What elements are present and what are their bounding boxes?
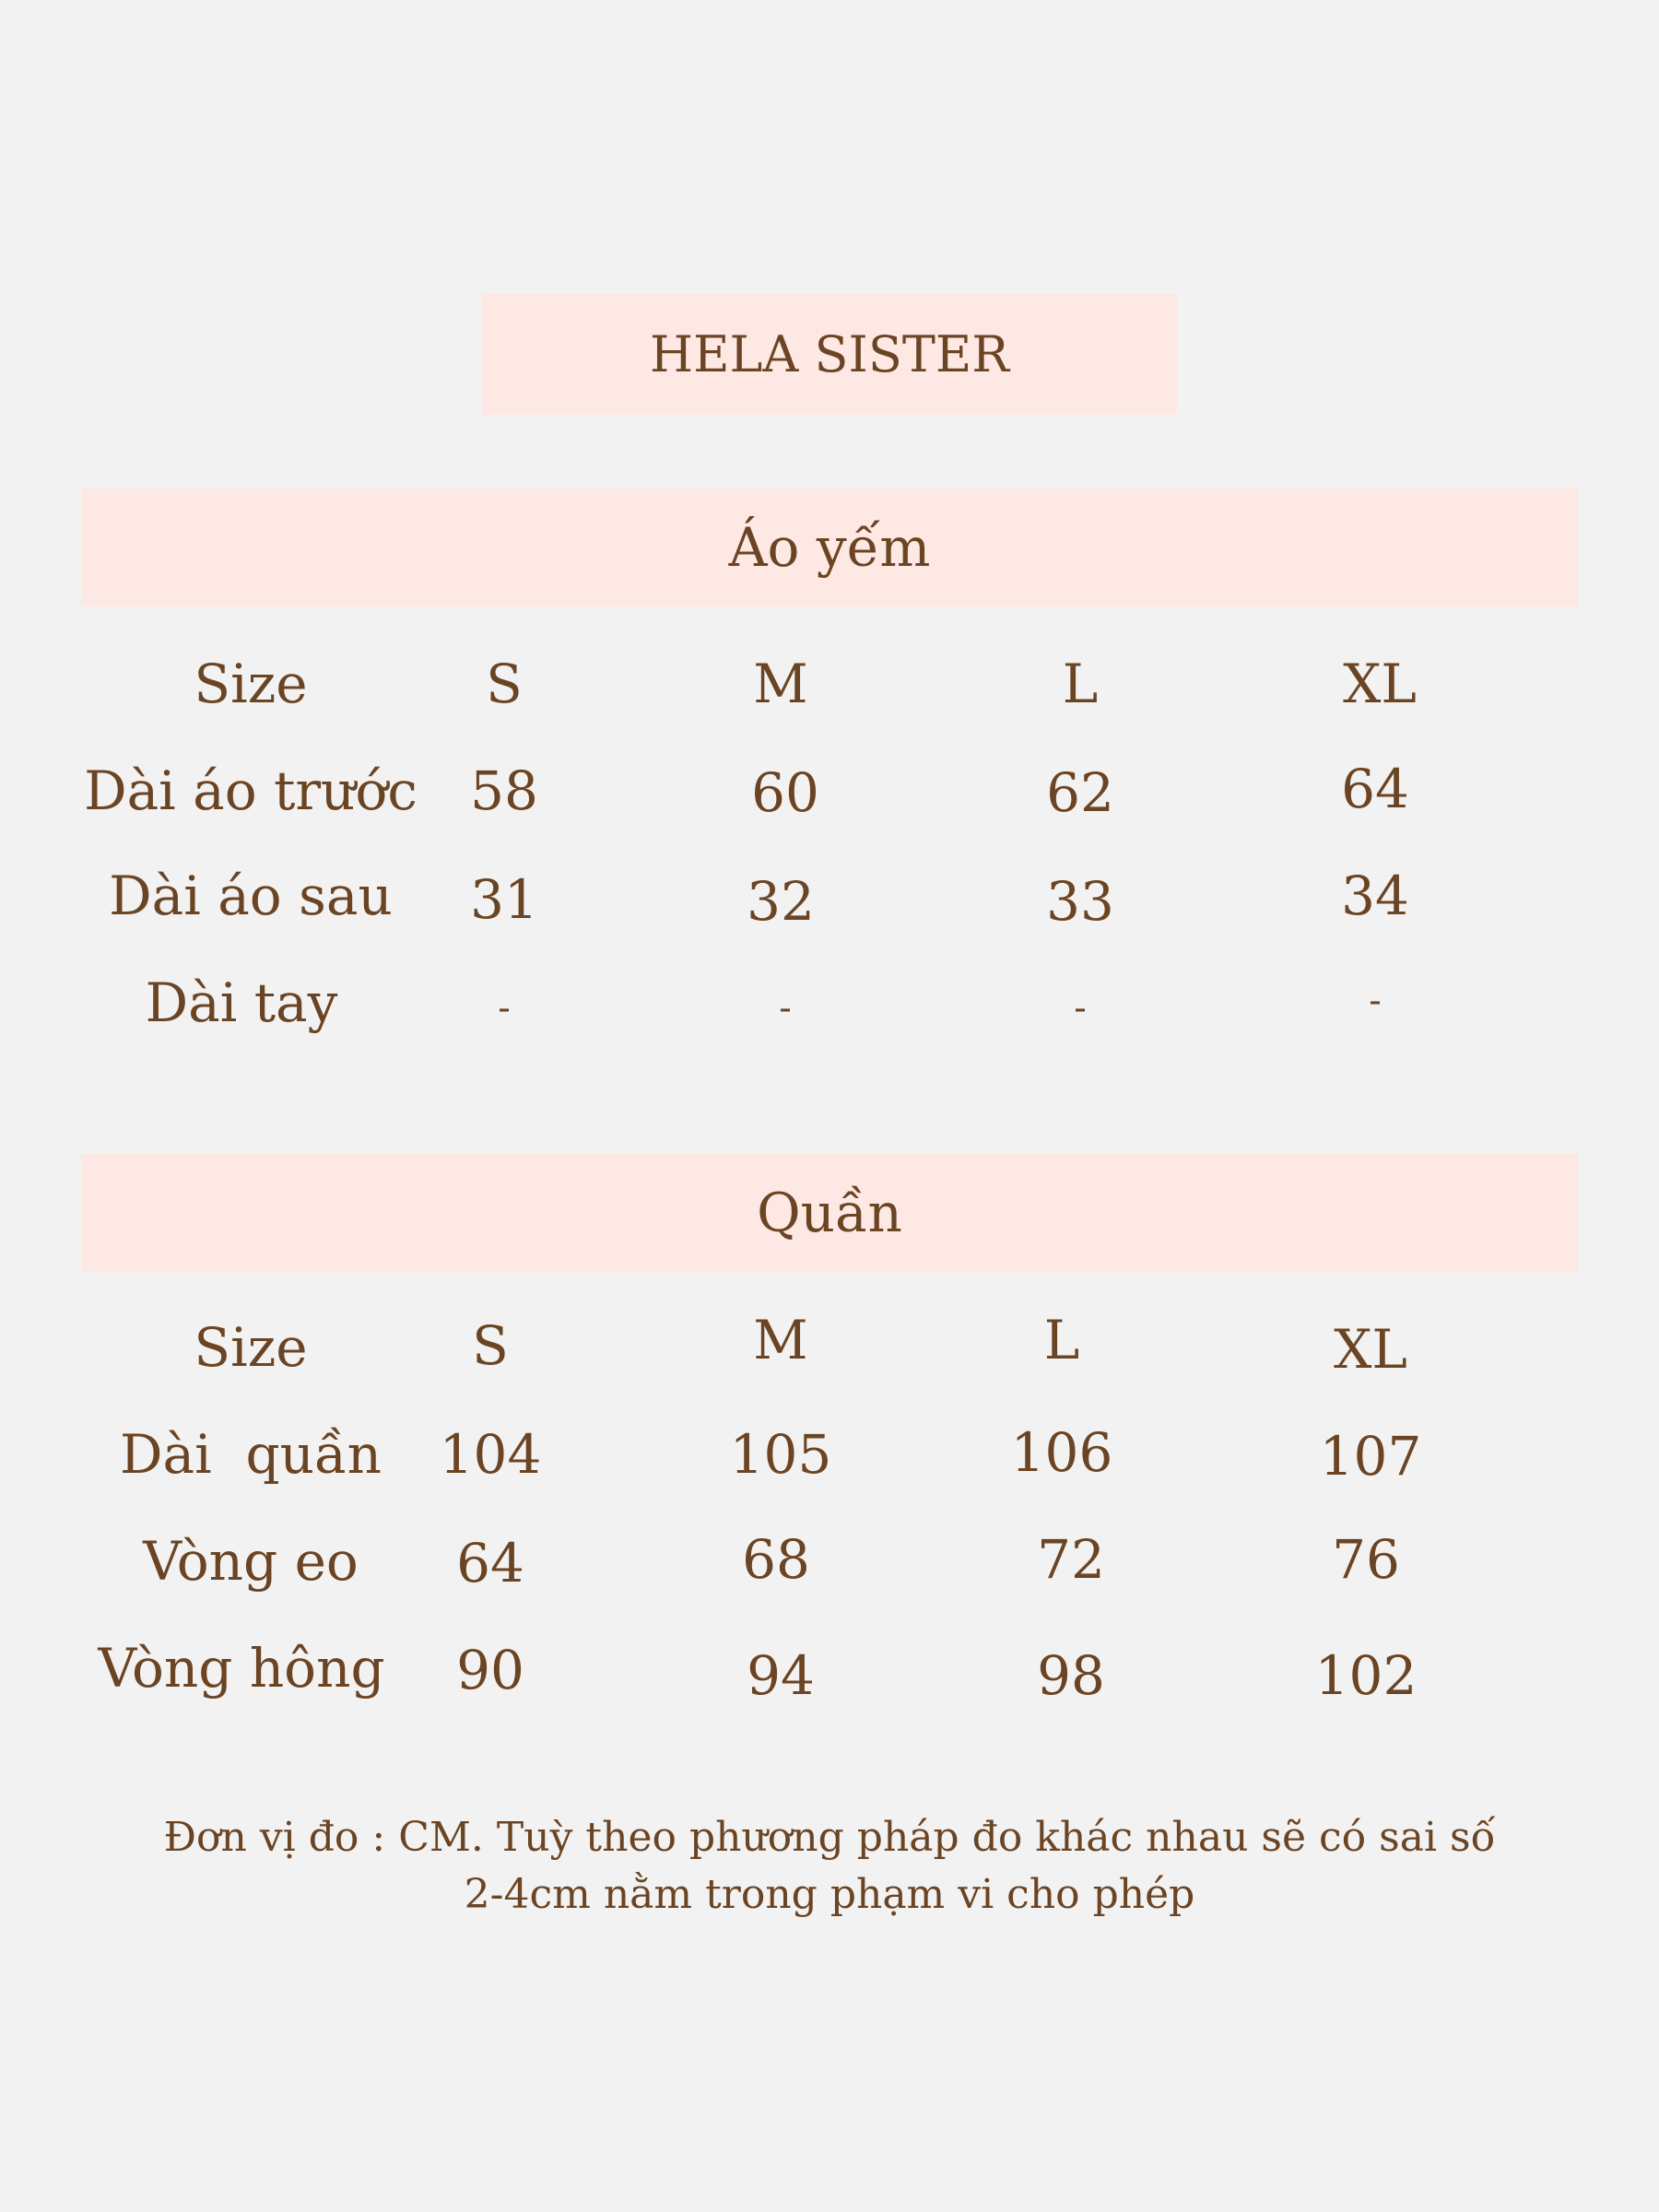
row-label: Dài tay	[145, 971, 338, 1034]
table-cell: 102	[1314, 1644, 1418, 1707]
table-cell: 90	[456, 1639, 524, 1701]
table-cell: 104	[439, 1423, 542, 1486]
section-title-ao-yem: Áo yếm	[81, 488, 1578, 606]
table-cell: 68	[742, 1528, 810, 1591]
table-cell: 72	[1037, 1528, 1105, 1591]
header-xl: XL	[1334, 1318, 1407, 1381]
table-cell: 98	[1037, 1644, 1105, 1707]
table-cell: 60	[751, 761, 819, 824]
header-xl: XL	[1343, 653, 1417, 715]
row-label: Dài áo trước	[84, 759, 418, 822]
header-size: Size	[194, 653, 308, 715]
section-title-quan: Quần	[81, 1154, 1578, 1272]
header-s: S	[486, 653, 523, 715]
row-label: Dài áo sau	[109, 865, 393, 927]
row-label: Dài quần	[120, 1423, 382, 1486]
brand-title: HELA SISTER	[482, 294, 1177, 415]
table-cell: 64	[456, 1532, 524, 1594]
table-cell: -	[779, 987, 792, 1030]
table-cell: 105	[729, 1423, 832, 1486]
note-line-2: 2-4cm nằm trong phạm vi cho phép	[464, 1871, 1195, 1918]
table-cell: 94	[747, 1644, 815, 1707]
table-cell: 32	[747, 870, 815, 933]
table-cell: 33	[1046, 870, 1114, 933]
header-size: Size	[194, 1316, 308, 1379]
header-s: S	[472, 1314, 509, 1377]
table-cell: 34	[1341, 865, 1409, 927]
row-label: Vòng hông	[98, 1637, 385, 1700]
table-cell: 76	[1332, 1528, 1400, 1591]
table-cell: 107	[1319, 1425, 1422, 1488]
header-m: M	[753, 1309, 808, 1371]
row-label: Vòng eo	[143, 1530, 359, 1593]
table-cell: -	[498, 987, 511, 1030]
table-cell: -	[1369, 980, 1382, 1022]
table-cell: 31	[470, 868, 538, 931]
table-cell: 64	[1341, 758, 1409, 820]
table-cell: 106	[1010, 1421, 1113, 1484]
note-line-1: Đơn vị đo : CM. Tuỳ theo phương pháp đo khác nhau sẽ có sai số	[163, 1814, 1496, 1861]
header-l: L	[1043, 1309, 1080, 1371]
header-m: M	[753, 653, 808, 715]
table-cell: 62	[1046, 761, 1114, 824]
header-l: L	[1062, 653, 1099, 715]
table-cell: -	[1074, 987, 1087, 1030]
table-cell: 58	[470, 759, 538, 822]
